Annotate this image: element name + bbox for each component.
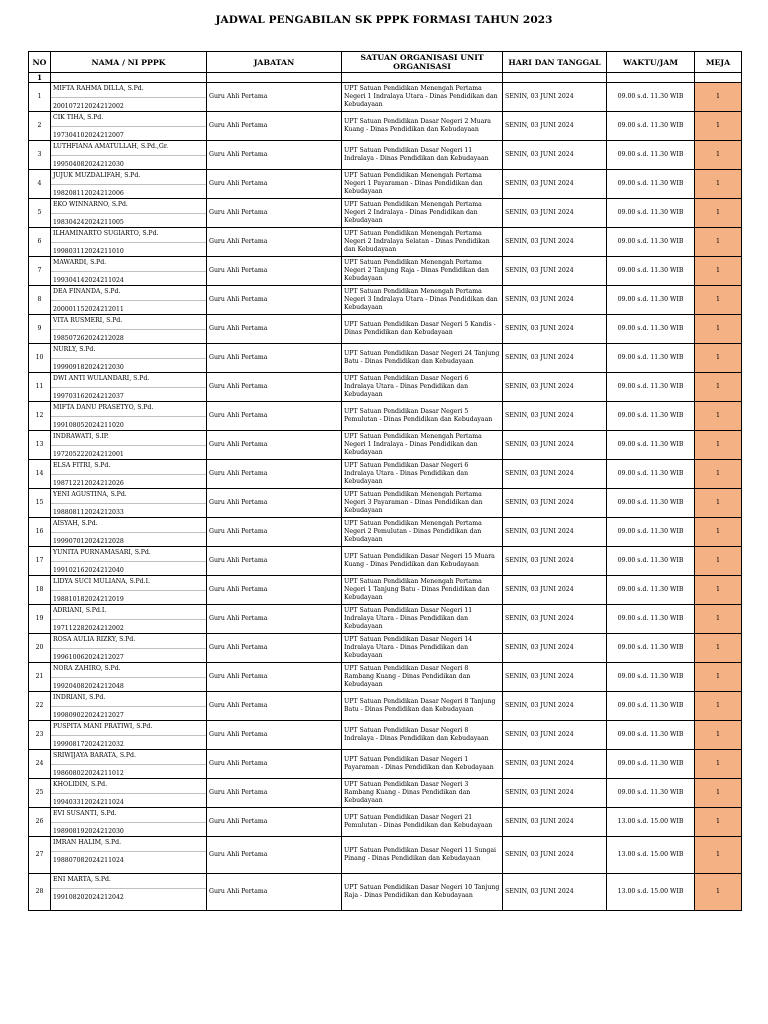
date-cell: SENIN, 03 JUNI 2024 — [503, 837, 607, 874]
organization-cell: UPT Satuan Pendidikan Menengah Pertama Negeri 2 Tanjung Raja - Dinas Pendidikan dan Kebudayaan — [342, 257, 503, 286]
row-number: 28 — [29, 874, 51, 911]
employee-name: LIDYA SUCI MULIANA, S.Pd.I. — [53, 578, 151, 585]
employee-name: VITA RUSMERI, S.Pd. — [53, 317, 123, 324]
employee-name: MIFTA RAHMA DILLA, S.Pd. — [53, 85, 144, 92]
employee-nip: 198304242024211005 — [51, 213, 206, 227]
table-row — [29, 141, 742, 170]
date-cell: SENIN, 03 JUNI 2024 — [503, 228, 607, 257]
row-number: 10 — [29, 344, 51, 373]
employee-name: ROSA AULIA RIZKY, S.Pd. — [53, 636, 136, 643]
desk-cell: 1 — [695, 286, 742, 315]
organization-cell: UPT Satuan Pendidikan Dasar Negeri 11 Indralaya - Dinas Pendidikan dan Kebudayaan — [342, 141, 503, 170]
organization-cell: UPT Satuan Pendidikan Menengah Pertama Negeri 1 Tanjung Batu - Dinas Pendidikan dan Kebudayaan — [342, 576, 503, 605]
organization-cell: UPT Satuan Pendidikan Dasar Negeri 11 Sungai Pinang - Dinas Pendidikan dan Kebudayaan — [342, 837, 503, 874]
position-cell: Guru Ahli Pertama — [207, 837, 342, 874]
organization-cell: UPT Satuan Pendidikan Dasar Negeri 3 Rambang Kuang - Dinas Pendidikan dan Kebudayaan — [342, 779, 503, 808]
row-number: 21 — [29, 663, 51, 692]
employee-nip: 198807082024211024 — [51, 851, 206, 865]
name-cell — [51, 170, 207, 199]
desk-cell: 1 — [695, 808, 742, 837]
position-cell: Guru Ahli Pertama — [207, 605, 342, 634]
employee-name: ENI MARTA, S.Pd. — [53, 876, 111, 883]
row-number: 4 — [29, 170, 51, 199]
name-cell — [51, 112, 207, 141]
table-row — [29, 779, 742, 808]
date-cell: SENIN, 03 JUNI 2024 — [503, 692, 607, 721]
row-number: 9 — [29, 315, 51, 344]
organization-cell: UPT Satuan Pendidikan Dasar Negeri 5 Pemulutan - Dinas Pendidikan dan Kebudayaan — [342, 402, 503, 431]
table-row — [29, 83, 742, 112]
date-cell: SENIN, 03 JUNI 2024 — [503, 460, 607, 489]
header-no: NO — [29, 52, 51, 73]
row-number: 6 — [29, 228, 51, 257]
desk-cell: 1 — [695, 83, 742, 112]
row-number: 14 — [29, 460, 51, 489]
table-row — [29, 837, 742, 874]
table-row — [29, 518, 742, 547]
table-row — [29, 460, 742, 489]
table-row — [29, 663, 742, 692]
position-cell: Guru Ahli Pertama — [207, 576, 342, 605]
time-cell: 09.00 s.d. 11.30 WIB — [607, 750, 695, 779]
name-cell — [51, 431, 207, 460]
desk-cell: 1 — [695, 634, 742, 663]
position-cell: Guru Ahli Pertama — [207, 141, 342, 170]
row-number: 13 — [29, 431, 51, 460]
table-row — [29, 315, 742, 344]
name-cell — [51, 489, 207, 518]
table-row — [29, 605, 742, 634]
desk-cell: 1 — [695, 721, 742, 750]
employee-name: IMRAN HALIM, S.Pd. — [53, 839, 122, 846]
row-number: 3 — [29, 141, 51, 170]
row-number: 12 — [29, 402, 51, 431]
time-cell: 09.00 s.d. 11.30 WIB — [607, 692, 695, 721]
date-cell: SENIN, 03 JUNI 2024 — [503, 576, 607, 605]
employee-name: PUSPITA MANI PRATIWI, S.Pd. — [53, 723, 153, 730]
desk-cell: 1 — [695, 460, 742, 489]
header-satuan: SATUAN ORGANISASI UNIT ORGANISASI — [342, 52, 503, 73]
position-cell: Guru Ahli Pertama — [207, 874, 342, 911]
desk-cell: 1 — [695, 402, 742, 431]
position-cell: Guru Ahli Pertama — [207, 634, 342, 663]
organization-cell: UPT Satuan Pendidikan Menengah Pertama Negeri 1 Indralaya - Dinas Pendidikan dan Kebudayaan — [342, 431, 503, 460]
time-cell: 13.00 s.d. 15.00 WIB — [607, 837, 695, 874]
organization-cell: UPT Satuan Pendidikan Menengah Pertama Negeri 2 Indralaya Selatan - Dinas Pendidikan dan Kebudayaan — [342, 228, 503, 257]
employee-nip: 197112282024212002 — [51, 619, 206, 633]
time-cell: 09.00 s.d. 11.30 WIB — [607, 257, 695, 286]
table-row — [29, 199, 742, 228]
position-cell: Guru Ahli Pertama — [207, 344, 342, 373]
date-cell: SENIN, 03 JUNI 2024 — [503, 431, 607, 460]
header-jabatan: JABATAN — [207, 52, 342, 73]
employee-name: ELSA FITRI, S.Pd. — [53, 462, 111, 469]
desk-cell: 1 — [695, 315, 742, 344]
employee-nip: 200001152024212011 — [51, 300, 206, 314]
employee-nip: 199908172024212032 — [51, 735, 206, 749]
row-number: 20 — [29, 634, 51, 663]
employee-name: DEA FINANDA, S.Pd. — [53, 288, 121, 295]
row-number: 17 — [29, 547, 51, 576]
position-cell: Guru Ahli Pertama — [207, 808, 342, 837]
name-cell — [51, 228, 207, 257]
position-cell: Guru Ahli Pertama — [207, 228, 342, 257]
organization-cell: UPT Satuan Pendidikan Menengah Pertama Negeri 1 Payaraman - Dinas Pendidikan dan Kebudayaan — [342, 170, 503, 199]
desk-cell: 1 — [695, 779, 742, 808]
employee-nip: 198808112024212033 — [51, 503, 206, 517]
organization-cell: UPT Satuan Pendidikan Dasar Negeri 6 Indralaya Utara - Dinas Pendidikan dan Kebudayaan — [342, 373, 503, 402]
date-cell: SENIN, 03 JUNI 2024 — [503, 721, 607, 750]
desk-cell: 1 — [695, 489, 742, 518]
row-number: 23 — [29, 721, 51, 750]
desk-cell: 1 — [695, 431, 742, 460]
date-cell: SENIN, 03 JUNI 2024 — [503, 141, 607, 170]
employee-nip: 198208112024212006 — [51, 184, 206, 198]
desk-cell: 1 — [695, 874, 742, 911]
time-cell: 09.00 s.d. 11.30 WIB — [607, 112, 695, 141]
name-cell — [51, 779, 207, 808]
table-header — [29, 52, 742, 73]
desk-cell: 1 — [695, 605, 742, 634]
employee-name: AISYAH, S.Pd. — [53, 520, 98, 527]
time-cell: 13.00 s.d. 15.00 WIB — [607, 874, 695, 911]
employee-name: YENI AGUSTINA, S.Pd. — [53, 491, 127, 498]
employee-nip: 199504082024212030 — [51, 155, 206, 169]
employee-nip: 199907012024212028 — [51, 532, 206, 546]
position-cell: Guru Ahli Pertama — [207, 692, 342, 721]
group-cell — [51, 73, 207, 83]
table-row — [29, 750, 742, 779]
employee-nip: 198810182024212019 — [51, 590, 206, 604]
row-number: 5 — [29, 199, 51, 228]
table-row — [29, 431, 742, 460]
table-row — [29, 170, 742, 199]
employee-nip: 199102162024212040 — [51, 561, 206, 575]
employee-name: MIFTA DANU PRASETYO, S.Pd. — [53, 404, 154, 411]
position-cell: Guru Ahli Pertama — [207, 199, 342, 228]
employee-nip: 200107212024212002 — [51, 97, 206, 111]
name-cell — [51, 605, 207, 634]
time-cell: 09.00 s.d. 11.30 WIB — [607, 344, 695, 373]
name-cell — [51, 257, 207, 286]
organization-cell: UPT Satuan Pendidikan Menengah Pertama Negeri 3 Indralaya Utara - Dinas Pendidikan dan Kebudayaan — [342, 286, 503, 315]
table-body — [29, 73, 742, 911]
date-cell: SENIN, 03 JUNI 2024 — [503, 518, 607, 547]
organization-cell: UPT Satuan Pendidikan Dasar Negeri 24 Tanjung Batu - Dinas Pendidikan dan Kebudayaan — [342, 344, 503, 373]
position-cell: Guru Ahli Pertama — [207, 373, 342, 402]
organization-cell: UPT Satuan Pendidikan Dasar Negeri 2 Muara Kuang - Dinas Pendidikan dan Kebudayaan — [342, 112, 503, 141]
employee-nip: 197205222024212001 — [51, 445, 206, 459]
name-cell — [51, 199, 207, 228]
position-cell: Guru Ahli Pertama — [207, 547, 342, 576]
group-cell — [503, 73, 607, 83]
name-cell — [51, 518, 207, 547]
row-number: 26 — [29, 808, 51, 837]
employee-nip: 199204082024212048 — [51, 677, 206, 691]
desk-cell: 1 — [695, 547, 742, 576]
organization-cell: UPT Satuan Pendidikan Dasar Negeri 15 Muara Kuang - Dinas Pendidikan dan Kebudayaan — [342, 547, 503, 576]
row-number: 27 — [29, 837, 51, 874]
time-cell: 13.00 s.d. 15.00 WIB — [607, 808, 695, 837]
organization-cell: UPT Satuan Pendidikan Dasar Negeri 14 Indralaya Utara - Dinas Pendidikan dan Kebudayaan — [342, 634, 503, 663]
position-cell: Guru Ahli Pertama — [207, 315, 342, 344]
table-row — [29, 228, 742, 257]
time-cell: 09.00 s.d. 11.30 WIB — [607, 779, 695, 808]
time-cell: 09.00 s.d. 11.30 WIB — [607, 286, 695, 315]
group-cell — [607, 73, 695, 83]
header-nama: NAMA / NI PPPK — [51, 52, 207, 73]
desk-cell: 1 — [695, 692, 742, 721]
row-number: 1 — [29, 83, 51, 112]
header-meja: MEJA — [695, 52, 742, 73]
organization-cell: UPT Satuan Pendidikan Dasar Negeri 6 Indralaya Utara - Dinas Pendidikan dan Kebudayaan — [342, 460, 503, 489]
time-cell: 09.00 s.d. 11.30 WIB — [607, 518, 695, 547]
organization-cell: UPT Satuan Pendidikan Dasar Negeri 1 Payaraman - Dinas Pendidikan dan Kebudayaan — [342, 750, 503, 779]
time-cell: 09.00 s.d. 11.30 WIB — [607, 605, 695, 634]
employee-nip: 197304102024212007 — [51, 126, 206, 140]
date-cell: SENIN, 03 JUNI 2024 — [503, 750, 607, 779]
employee-name: ILHAMINARTO SUGIARTO, S.Pd. — [53, 230, 159, 237]
row-number: 25 — [29, 779, 51, 808]
time-cell: 09.00 s.d. 11.30 WIB — [607, 83, 695, 112]
organization-cell: UPT Satuan Pendidikan Dasar Negeri 5 Kandis - Dinas Pendidikan dan Kebudayaan — [342, 315, 503, 344]
organization-cell: UPT Satuan Pendidikan Menengah Pertama Negeri 2 Indralaya - Dinas Pendidikan dan Kebudayaan — [342, 199, 503, 228]
desk-cell: 1 — [695, 141, 742, 170]
time-cell: 09.00 s.d. 11.30 WIB — [607, 373, 695, 402]
employee-nip: 199108202024212042 — [51, 888, 206, 902]
employee-nip: 199703162024212037 — [51, 387, 206, 401]
name-cell — [51, 547, 207, 576]
employee-nip: 198608022024211012 — [51, 764, 206, 778]
employee-name: INDRAWATI, S.IP. — [53, 433, 109, 440]
organization-cell: UPT Satuan Pendidikan Menengah Pertama Negeri 2 Pemulutan - Dinas Pendidikan dan Kebudayaan — [342, 518, 503, 547]
date-cell: SENIN, 03 JUNI 2024 — [503, 605, 607, 634]
employee-nip: 199403312024211024 — [51, 793, 206, 807]
table-row — [29, 344, 742, 373]
date-cell: SENIN, 03 JUNI 2024 — [503, 170, 607, 199]
time-cell: 09.00 s.d. 11.30 WIB — [607, 634, 695, 663]
desk-cell: 1 — [695, 170, 742, 199]
desk-cell: 1 — [695, 344, 742, 373]
employee-name: MAWARDI, S.Pd. — [53, 259, 107, 266]
position-cell: Guru Ahli Pertama — [207, 170, 342, 199]
row-number: 2 — [29, 112, 51, 141]
name-cell — [51, 460, 207, 489]
header-hari: HARI DAN TANGGAL — [503, 52, 607, 73]
employee-nip: 199108052024211020 — [51, 416, 206, 430]
time-cell: 09.00 s.d. 11.30 WIB — [607, 663, 695, 692]
time-cell: 09.00 s.d. 11.30 WIB — [607, 141, 695, 170]
date-cell: SENIN, 03 JUNI 2024 — [503, 315, 607, 344]
name-cell — [51, 692, 207, 721]
employee-name: INDRIANI, S.Pd. — [53, 694, 106, 701]
date-cell: SENIN, 03 JUNI 2024 — [503, 83, 607, 112]
name-cell — [51, 837, 207, 874]
name-cell — [51, 286, 207, 315]
page-title: JADWAL PENGABILAN SK PPPK FORMASI TAHUN 2023 — [215, 14, 553, 26]
position-cell: Guru Ahli Pertama — [207, 663, 342, 692]
employee-name: NURLY, S.Pd. — [53, 346, 96, 353]
date-cell: SENIN, 03 JUNI 2024 — [503, 808, 607, 837]
group-label: 1 — [29, 73, 51, 83]
position-cell: Guru Ahli Pertama — [207, 460, 342, 489]
employee-name: CIK TIHA, S.Pd. — [53, 114, 104, 121]
name-cell — [51, 373, 207, 402]
employee-name: EVI SUSANTI, S.Pd. — [53, 810, 117, 817]
group-row — [29, 73, 742, 83]
employee-nip: 199803112024211010 — [51, 242, 206, 256]
row-number: 24 — [29, 750, 51, 779]
employee-name: SRIWIJAYA BARATA, S.Pd. — [53, 752, 136, 759]
date-cell: SENIN, 03 JUNI 2024 — [503, 402, 607, 431]
name-cell — [51, 874, 207, 911]
position-cell: Guru Ahli Pertama — [207, 518, 342, 547]
table-row — [29, 874, 742, 911]
row-number: 11 — [29, 373, 51, 402]
table-row — [29, 112, 742, 141]
employee-nip: 199809022024212027 — [51, 706, 206, 720]
employee-nip: 199610062024212027 — [51, 648, 206, 662]
position-cell: Guru Ahli Pertama — [207, 286, 342, 315]
time-cell: 09.00 s.d. 11.30 WIB — [607, 721, 695, 750]
schedule-table — [28, 51, 742, 911]
name-cell — [51, 315, 207, 344]
position-cell: Guru Ahli Pertama — [207, 750, 342, 779]
desk-cell: 1 — [695, 663, 742, 692]
desk-cell: 1 — [695, 576, 742, 605]
desk-cell: 1 — [695, 257, 742, 286]
table-row — [29, 721, 742, 750]
position-cell: Guru Ahli Pertama — [207, 489, 342, 518]
date-cell: SENIN, 03 JUNI 2024 — [503, 112, 607, 141]
table-row — [29, 489, 742, 518]
time-cell: 09.00 s.d. 11.30 WIB — [607, 576, 695, 605]
employee-nip: 198507262024212028 — [51, 329, 206, 343]
employee-name: EKO WINNARNO, S.Pd. — [53, 201, 128, 208]
organization-cell: UPT Satuan Pendidikan Dasar Negeri 21 Pemulutan - Dinas Pendidikan dan Kebudayaan — [342, 808, 503, 837]
date-cell: SENIN, 03 JUNI 2024 — [503, 373, 607, 402]
name-cell — [51, 576, 207, 605]
desk-cell: 1 — [695, 837, 742, 874]
group-cell — [207, 73, 342, 83]
row-number: 7 — [29, 257, 51, 286]
time-cell: 09.00 s.d. 11.30 WIB — [607, 199, 695, 228]
time-cell: 09.00 s.d. 11.30 WIB — [607, 402, 695, 431]
organization-cell: UPT Satuan Pendidikan Dasar Negeri 10 Tanjung Raja - Dinas Pendidikan dan Kebudayaan — [342, 874, 503, 911]
name-cell — [51, 634, 207, 663]
table-row — [29, 808, 742, 837]
row-number: 22 — [29, 692, 51, 721]
position-cell: Guru Ahli Pertama — [207, 83, 342, 112]
name-cell — [51, 721, 207, 750]
date-cell: SENIN, 03 JUNI 2024 — [503, 489, 607, 518]
name-cell — [51, 663, 207, 692]
time-cell: 09.00 s.d. 11.30 WIB — [607, 228, 695, 257]
name-cell — [51, 344, 207, 373]
time-cell: 09.00 s.d. 11.30 WIB — [607, 315, 695, 344]
name-cell — [51, 83, 207, 112]
organization-cell: UPT Satuan Pendidikan Dasar Negeri 8 Rambang Kuang - Dinas Pendidikan dan Kebudayaan — [342, 663, 503, 692]
date-cell: SENIN, 03 JUNI 2024 — [503, 199, 607, 228]
employee-name: JUJUK MUZDALIFAH, S.Pd. — [53, 172, 141, 179]
organization-cell: UPT Satuan Pendidikan Menengah Pertama Negeri 1 Indralaya Utara - Dinas Pendidikan dan Kebudayaan — [342, 83, 503, 112]
header-waktu: WAKTU/JAM — [607, 52, 695, 73]
desk-cell: 1 — [695, 750, 742, 779]
organization-cell: UPT Satuan Pendidikan Dasar Negeri 8 Tanjung Batu - Dinas Pendidikan dan Kebudayaan — [342, 692, 503, 721]
position-cell: Guru Ahli Pertama — [207, 112, 342, 141]
table-row — [29, 692, 742, 721]
row-number: 19 — [29, 605, 51, 634]
desk-cell: 1 — [695, 373, 742, 402]
time-cell: 09.00 s.d. 11.30 WIB — [607, 170, 695, 199]
employee-name: LUTHFIANA AMATULLAH, S.Pd.,Gr. — [53, 143, 169, 150]
employee-name: ADRIANI, S.Pd.I. — [53, 607, 107, 614]
table-row — [29, 576, 742, 605]
date-cell: SENIN, 03 JUNI 2024 — [503, 286, 607, 315]
desk-cell: 1 — [695, 199, 742, 228]
organization-cell: UPT Satuan Pendidikan Dasar Negeri 11 Indralaya Utara - Dinas Pendidikan dan Kebudayaan — [342, 605, 503, 634]
group-cell — [695, 73, 742, 83]
employee-name: DWI ANTI WULANDARI, S.Pd. — [53, 375, 150, 382]
group-cell — [342, 73, 503, 83]
organization-cell: UPT Satuan Pendidikan Dasar Negeri 8 Indralaya - Dinas Pendidikan dan Kebudayaan — [342, 721, 503, 750]
employee-nip: 199304142024211024 — [51, 271, 206, 285]
position-cell: Guru Ahli Pertama — [207, 779, 342, 808]
time-cell: 09.00 s.d. 11.30 WIB — [607, 489, 695, 518]
desk-cell: 1 — [695, 112, 742, 141]
employee-nip: 198712212024212026 — [51, 474, 206, 488]
desk-cell: 1 — [695, 518, 742, 547]
date-cell: SENIN, 03 JUNI 2024 — [503, 634, 607, 663]
table-row — [29, 547, 742, 576]
employee-name: YUNITA PURNAMASARI, S.Pd. — [53, 549, 151, 556]
date-cell: SENIN, 03 JUNI 2024 — [503, 663, 607, 692]
employee-name: NORA ZAHIRO, S.Pd. — [53, 665, 121, 672]
employee-nip: 199909182024212030 — [51, 358, 206, 372]
position-cell: Guru Ahli Pertama — [207, 431, 342, 460]
name-cell — [51, 750, 207, 779]
row-number: 16 — [29, 518, 51, 547]
employee-name: KHOLIDIN, S.Pd. — [53, 781, 108, 788]
row-number: 18 — [29, 576, 51, 605]
employee-nip: 198908192024212030 — [51, 822, 206, 836]
desk-cell: 1 — [695, 228, 742, 257]
time-cell: 09.00 s.d. 11.30 WIB — [607, 547, 695, 576]
table-row — [29, 373, 742, 402]
row-number: 8 — [29, 286, 51, 315]
table-row — [29, 286, 742, 315]
position-cell: Guru Ahli Pertama — [207, 402, 342, 431]
name-cell — [51, 402, 207, 431]
date-cell: SENIN, 03 JUNI 2024 — [503, 547, 607, 576]
table-row — [29, 257, 742, 286]
time-cell: 09.00 s.d. 11.30 WIB — [607, 460, 695, 489]
table-row — [29, 402, 742, 431]
date-cell: SENIN, 03 JUNI 2024 — [503, 874, 607, 911]
organization-cell: UPT Satuan Pendidikan Menengah Pertama Negeri 3 Payaraman - Dinas Pendidikan dan Kebudayaan — [342, 489, 503, 518]
date-cell: SENIN, 03 JUNI 2024 — [503, 257, 607, 286]
date-cell: SENIN, 03 JUNI 2024 — [503, 779, 607, 808]
name-cell — [51, 808, 207, 837]
row-number: 15 — [29, 489, 51, 518]
position-cell: Guru Ahli Pertama — [207, 257, 342, 286]
name-cell — [51, 141, 207, 170]
table-row — [29, 634, 742, 663]
time-cell: 09.00 s.d. 11.30 WIB — [607, 431, 695, 460]
date-cell: SENIN, 03 JUNI 2024 — [503, 344, 607, 373]
position-cell: Guru Ahli Pertama — [207, 721, 342, 750]
